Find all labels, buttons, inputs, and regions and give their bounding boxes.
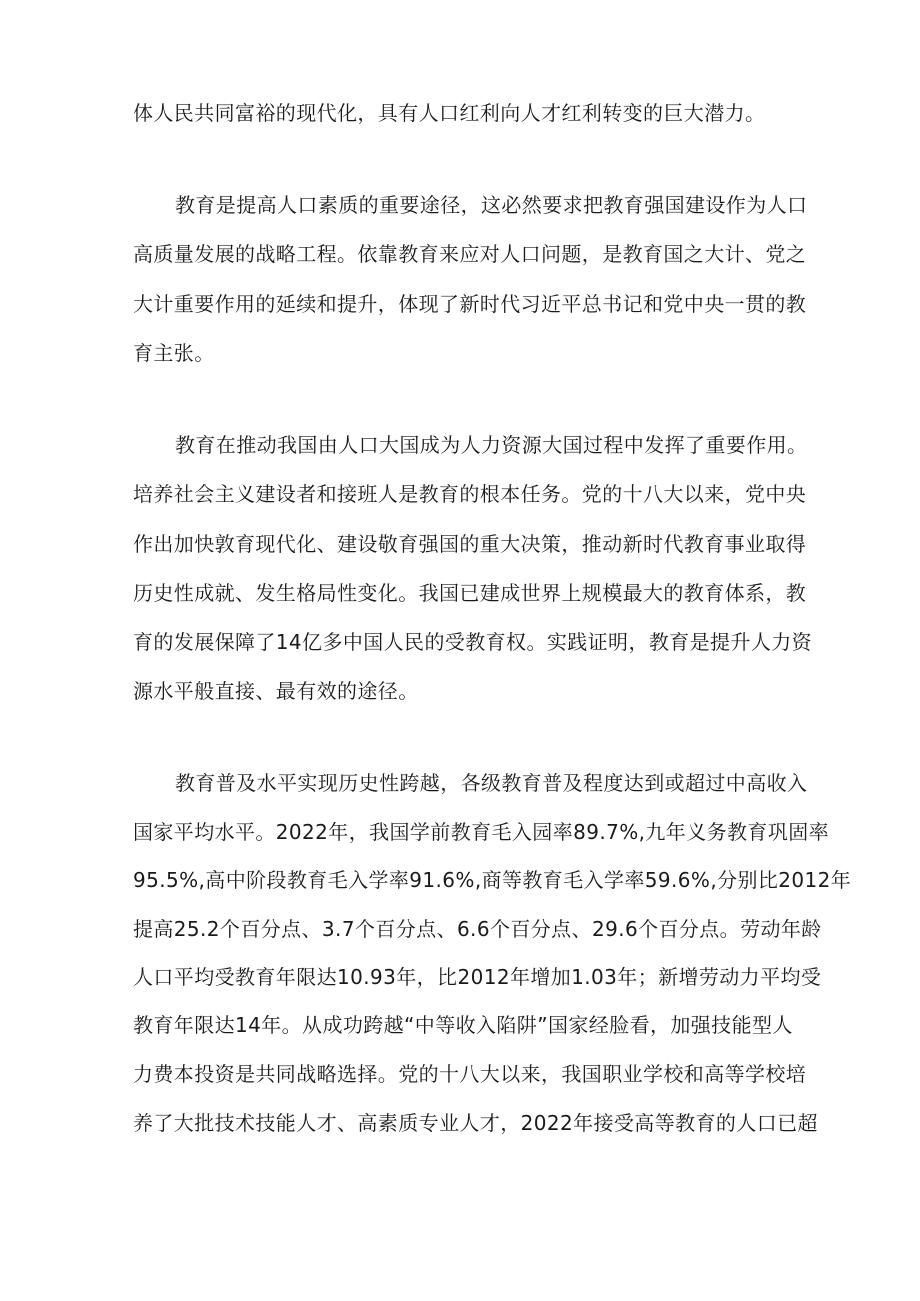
text-line: 教育年限达14年。从成功跨越“中等收入陷阱”国家经脸看，加强技能型人 <box>133 1013 793 1037</box>
text-line: 提高25.2个百分点、3.7个百分点、6.6个百分点、29.6个百分点。劳动年龄 <box>133 917 822 941</box>
text-line: 人口平均受教育年限达10.93年，比2012年增加1.03年；新增劳动力平均受 <box>133 965 822 989</box>
text-line: 教育普及水平实现历史性跨越，各级教育普及程度达到或超过中高收入 <box>175 771 808 795</box>
text-line: 高质量发展的战略工程。依靠教育来应对人口问题，是教育国之大计、党之 <box>133 242 807 266</box>
text-line: 教育在推动我国由人口大国成为人力资源大国过程中发挥了重要作用。 <box>175 433 808 457</box>
text-line: 力费本投资是共同战略选择。党的十八大以来，我国职业学校和高等学校培 <box>133 1062 807 1086</box>
text-line: 育主张。 <box>133 341 215 365</box>
text-line: 95.5%,高中阶段教育毛入学率91.6%,商等教育毛入学率59.6%,分别比2012年 <box>133 868 852 892</box>
text-line: 育的发展保障了14亿多中国人民的受教育权。实践证明，教育是提升人力资 <box>133 630 813 654</box>
text-line: 作出加快敦育现代化、建设敬育强国的重大决策，推动新时代教育事业取得 <box>133 532 807 556</box>
text-line: 大计重要作用的延续和提升，体现了新时代习近平总书记和党中央一贯的教 <box>133 292 807 316</box>
text-line: 源水平般直接、最有效的途径。 <box>133 679 419 703</box>
text-line: 养了大批技术技能人才、高素质专业人才，2022年接受高等教育的人口已超 <box>133 1111 818 1135</box>
text-line: 培养社会主义建设者和接班人是教育的根本任务。党的十八大以来，党中央 <box>133 482 807 506</box>
text-line: 体人民共同富裕的现代化，具有人口红利向人才红利转变的巨大潜力。 <box>133 101 766 125</box>
text-line: 历史性成就、发生格局性变化。我国已建成世界上规模最大的教育体系，教 <box>133 581 807 605</box>
text-line: 教育是提高人口素质的重要途径，这必然要求把教育强国建设作为人口 <box>175 193 808 217</box>
text-line: 国家平均水平。2022年，我国学前教育毛入园率89.7%,九年义务教育巩固率 <box>133 820 829 844</box>
